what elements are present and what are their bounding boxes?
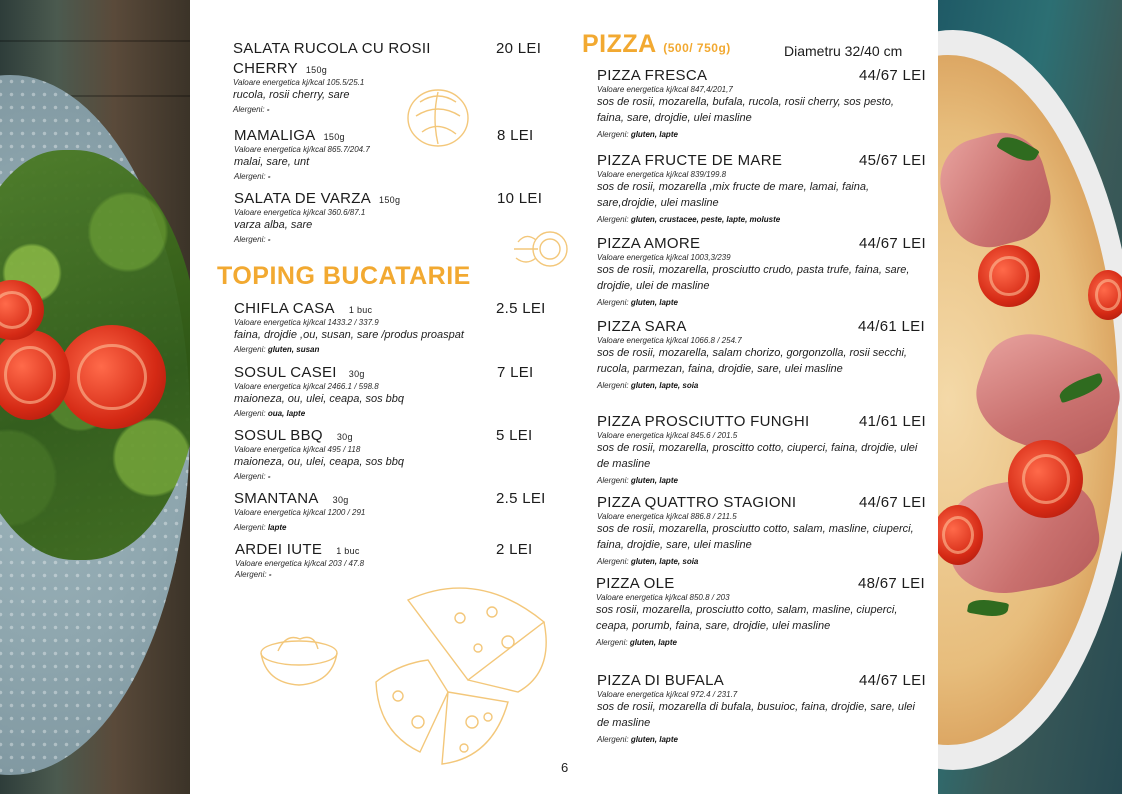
pizza-photo <box>938 0 1122 794</box>
item-price: 44/67 LEI <box>859 235 926 252</box>
section-title-toping: TOPING BUCATARIE <box>217 262 471 290</box>
item-allergens: Alergeni: - <box>235 570 272 579</box>
item-allergens: Alergeni: gluten, lapte <box>597 735 678 744</box>
item-name: SOSUL BBQ 30g <box>234 427 353 444</box>
menu-page <box>190 0 938 794</box>
pizza-weight: (500/ 750g) <box>663 41 731 55</box>
item-description: rucola, rosii cherry, sare <box>233 89 350 101</box>
item-allergens: Alergeni: - <box>234 471 271 481</box>
item-description: sos de rosii, mozarella, prosciutto cotto, salam, masline, ciuperci, faina, drojdie, sare, ulei masline <box>597 523 914 551</box>
item-name: SALATA DE VARZA 150g <box>234 190 401 207</box>
item-price: 41/61 LEI <box>859 413 926 430</box>
item-price: 44/61 LEI <box>858 318 925 335</box>
item-weight: 1 buc <box>336 546 360 556</box>
item-name: CHIFLA CASA 1 buc <box>234 300 373 317</box>
tomato-image <box>978 245 1040 307</box>
section-title-pizza <box>582 30 731 59</box>
item-name: PIZZA OLE <box>596 575 675 592</box>
item-allergens: Alergeni: gluten, lapte <box>597 298 678 307</box>
pizza-title: PIZZA <box>582 30 656 58</box>
item-description: malai, sare, unt <box>234 156 310 168</box>
item-description: sos de rosii, mozarella, salam chorizo, gorgonzolla, rosii secchi, rucola, parmezan, faina, drojdie, sare, ulei masline <box>597 347 907 375</box>
item-energy: Valoare energetica kj/kcal 1066.8 / 254.7 <box>597 336 742 345</box>
item-name: PIZZA AMORE <box>597 235 701 252</box>
item-weight: 150g <box>305 65 328 75</box>
item-name: PIZZA QUATTRO STAGIONI <box>597 494 797 511</box>
item-description: sos de rosii, mozarella, bufala, rucola, rosii cherry, sos pesto, faina, sare, drojdie, ulei masline <box>597 96 894 124</box>
item-allergens: Alergeni: gluten, lapte <box>597 130 678 139</box>
item-energy: Valoare energetica kj/kcal 839/199.8 <box>597 170 727 179</box>
sauce-bowl-sketch-icon <box>256 625 342 691</box>
item-allergens: Alergeni: gluten, lapte <box>597 476 678 485</box>
item-price: 48/67 LEI <box>858 575 925 592</box>
item-price: 5 LEI <box>496 427 533 444</box>
item-allergens: Alergeni: gluten, lapte <box>596 638 677 647</box>
item-allergens: Alergeni: gluten, susan <box>234 344 320 354</box>
page-number: 6 <box>561 760 569 775</box>
item-allergens: Alergeni: - <box>234 234 271 244</box>
item-price: 2.5 LEI <box>496 300 546 317</box>
item-description: sos de rosii, mozarella, prosciutto crudo, pasta trufe, faina, sare, drojdie, ulei de masline <box>597 264 910 292</box>
item-description: varza alba, sare <box>234 219 313 231</box>
item-allergens: Alergeni: - <box>234 171 271 181</box>
item-energy: Valoare energetica kj/kcal 105.5/25.1 <box>233 78 365 87</box>
item-name: SMANTANA 30g <box>234 490 349 507</box>
item-energy: Valoare energetica kj/kcal 847,4/201,7 <box>597 85 733 94</box>
item-description: maioneza, ou, ulei, ceapa, sos bbq <box>234 456 405 468</box>
item-price: 2.5 LEI <box>496 490 546 507</box>
item-price: 7 LEI <box>497 364 534 381</box>
item-price: 45/67 LEI <box>859 152 926 169</box>
item-weight: 30g <box>332 495 349 505</box>
tomato-image <box>1088 270 1122 320</box>
item-price: 2 LEI <box>496 541 533 558</box>
item-weight: 30g <box>336 432 353 442</box>
item-energy: Valoare energetica kj/kcal 2466.1 / 598.8 <box>234 382 379 391</box>
item-price: 44/67 LEI <box>859 67 926 84</box>
item-energy: Valoare energetica kj/kcal 850.8 / 203 <box>596 593 730 602</box>
item-weight: 150g <box>379 195 401 205</box>
tomato-image <box>1008 440 1083 518</box>
item-energy: Valoare energetica kj/kcal 1200 / 291 <box>234 508 366 517</box>
item-allergens: Alergeni: gluten, lapte, soia <box>597 381 699 390</box>
item-name: PIZZA SARA <box>597 318 687 335</box>
item-price: 44/67 LEI <box>859 494 926 511</box>
item-weight: 150g <box>323 132 345 142</box>
item-energy: Valoare energetica kj/kcal 845.6 / 201.5 <box>597 431 738 440</box>
item-name-cont: CHERRY <box>233 60 298 77</box>
item-price: 44/67 LEI <box>859 672 926 689</box>
item-allergens: Alergeni: gluten, lapte, soia <box>597 557 699 566</box>
salad-photo <box>0 0 190 794</box>
item-energy: Valoare energetica kj/kcal 1433.2 / 337.9 <box>234 318 379 327</box>
item-description: faina, drojdie ,ou, susan, sare /produs proaspat <box>234 329 464 341</box>
item-name: PIZZA PROSCIUTTO FUNGHI <box>597 413 810 430</box>
item-allergens: Alergeni: - <box>233 104 270 114</box>
item-allergens: Alergeni: oua, lapte <box>234 408 306 418</box>
item-price: 20 LEI <box>496 40 542 57</box>
item-energy: Valoare energetica kj/kcal 495 / 118 <box>234 445 361 454</box>
item-name-line2 <box>233 60 553 77</box>
item-name: PIZZA FRESCA <box>597 67 708 84</box>
item-description: sos rosii, mozarella, prosciutto cotto, salam, masline, ciuperci, ceapa, porumb, faina, sare, drojdie, ulei masline <box>596 604 898 632</box>
item-energy: Valoare energetica kj/kcal 203 / 47.8 <box>235 559 365 568</box>
item-weight: 30g <box>348 369 365 379</box>
item-description: sos de rosii, mozarella di bufala, busuioc, faina, drojdie, sare, ulei de masline <box>597 701 915 729</box>
item-description: sos de rosii, mozarella ,mix fructe de mare, lamai, faina, sare,drojdie, ulei masline <box>597 181 870 209</box>
pizza-diameter: Diametru 32/40 cm <box>784 43 903 59</box>
item-name: SOSUL CASEI 30g <box>234 364 365 381</box>
item-allergens: Alergeni: gluten, crustacee, peste, lapte, moluste <box>597 215 781 224</box>
item-weight: 1 buc <box>348 305 373 315</box>
item-energy: Valoare energetica kj/kcal 865.7/204.7 <box>234 145 370 154</box>
item-description: maioneza, ou, ulei, ceapa, sos bbq <box>234 393 405 405</box>
item-price: 8 LEI <box>497 127 534 144</box>
tomato-image <box>58 325 166 429</box>
item-energy: Valoare energetica kj/kcal 886.8 / 211.5 <box>597 512 737 521</box>
item-energy: Valoare energetica kj/kcal 972.4 / 231.7 <box>597 690 738 699</box>
item-name: ARDEI IUTE 1 buc <box>235 541 360 558</box>
item-name: PIZZA FRUCTE DE MARE <box>597 152 783 169</box>
pizza-slices-sketch-icon <box>368 572 554 768</box>
item-name: MAMALIGA 150g <box>234 127 345 144</box>
item-allergens: Alergeni: lapte <box>234 523 287 532</box>
item-energy: Valoare energetica kj/kcal 360.6/87.1 <box>234 208 366 217</box>
item-energy: Valoare energetica kj/kcal 1003,3/239 <box>597 253 731 262</box>
item-description: sos de rosii, mozarella, proscitto cotto, ciuperci, faina, drojdie, ulei de masline <box>597 442 918 470</box>
item-name: SALATA RUCOLA CU ROSII <box>233 40 431 57</box>
item-name: PIZZA DI BUFALA <box>597 672 725 689</box>
item-price: 10 LEI <box>497 190 543 207</box>
